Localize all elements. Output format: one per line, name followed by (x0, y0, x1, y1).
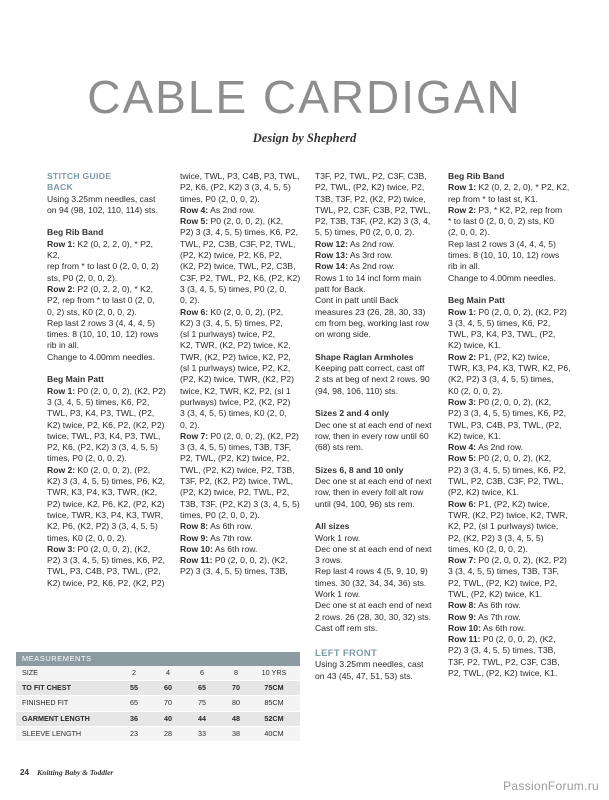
main-row-7: Row 7: P0 (2, 0, 0, 2), (K2, P2) 3 (3, 4, 5, 5) times, T3B, T3F, P2, TWL, (P2, K2) twice, P2, TWL, (P2, K2) twice, P2, T3B, T3F, P2, (K2, P2) twice, TWL, (P2, K2) twice, P2, TWL, P2, T3B, T3F, (P2, K2) 3 (3, 4, 5, 5) times, P0 (2, 0, 0, 2). (180, 430, 300, 520)
measurement-value: 44 (198, 713, 206, 723)
lf-main-row-9: Row 9: As 7th row. (448, 611, 521, 622)
main-row-5: Row 5: P0 (2, 0, 0, 2), (K2, P2) 3 (3, 4, 5, 5) times, K6, P2, TWL, P2, C3B, C3F, P2, TWL, (P2, K2) twice, P2, K6, P2, (K2, P2) twice, TWL, P2, C3B, C3F, P2, TWL, P2, K6, (P2, K2) 3 (3, 4, 5, 5) times, P0 (2, 0, 0, 2). (180, 216, 301, 306)
measurement-row (16, 696, 300, 711)
measurement-value: 70 (232, 683, 240, 693)
lf-row-2: Row 2: P3, * K2, P2, rep from * to last 0 (2, 0, 0, 2) sts, K0 (2, 0, 0, 2). (448, 204, 563, 238)
lf-main-row-11: Row 11: P0 (2, 0, 0, 2), (K2, P2) 3 (3, 4, 5, 5) times, T3B, T3F, P2, TWL, P2, C3F, C3B, P2, TWL, (P2, K2) twice, K1. (448, 634, 560, 679)
row-1: Row 1: K2 (0, 2, 2, 0), * P2, K2, rep from * to last 0 (2, 0, 0, 2) sts, P0 (2, 0, 0, 2). (47, 238, 159, 283)
back-heading: BACK (47, 182, 74, 193)
measurement-value: 40CM (264, 728, 284, 738)
page-number: 24 (20, 768, 29, 777)
measurements-heading: MEASUREMENTS (16, 652, 300, 666)
measurement-value: 85CM (264, 698, 284, 708)
lf-row-1: Row 1: K2 (0, 2, 2, 0), * P2, K2, rep from * to last st, K1. (448, 182, 570, 204)
measurement-row (16, 712, 300, 727)
lf-main-row-1: Row 1: P0 (2, 0, 0, 2), (K2, P2) 3 (3, 4, 5, 5) times, K6, P2, TWL, P3, K4, P3, TWL, (P2, K2) twice, K1. (448, 306, 567, 351)
measurement-value: 2 (132, 668, 136, 677)
measurement-value: 80 (232, 698, 240, 708)
lf-main-row-3: Row 3: P0 (2, 0, 0, 2), (K2, P2) 3 (3, 4, 5, 5) times, K6, P2, TWL, P3, C4B, P3, TWL, (P2, K2) twice, K1. (448, 396, 566, 441)
main-row-2: Row 2: K0 (2, 0, 0, 2), (P2, K2) 3 (3, 4, 5, 5) times, P6, K2, TWR, K3, P4, K3, TWR, (K2, P2) twice, K2, P6, K2, (P2, K2) twice, TWR, K3, P4, K3, TWR, K2, P6, (K2, P2) 3 (3, 4, 5, 5) times, K0 (2, 0, 0, 2). (47, 464, 165, 543)
measurement-value: 23 (130, 728, 138, 738)
raglan-heading: Shape Raglan Armholes (315, 351, 414, 362)
lf-rib-repeat: Rep last 2 rows 3 (4, 4, 4, 5) times. 8 (10, 10, 10, 12) rows rib in all. Change to 4.00mm needles. (448, 238, 560, 283)
main-row-12: Row 12: As 2nd row. (315, 238, 395, 249)
main-row-8: Row 8: As 6th row. (180, 521, 253, 532)
measurement-value: 55 (130, 683, 138, 693)
all-sizes-text: Work 1 row. Dec one st at each end of next 3 rows. Rep last 4 rows 4 (5, 9, 10, 9) times. 30 (32, 34, 34, 36) sts. Work 1 row. Dec one st at each end of next 2 rows. 26 (28, 30, 30, 32) sts. Cast off rem sts. (315, 532, 432, 633)
watermark: PassionForum.ru (503, 779, 599, 793)
measurement-label: SIZE (22, 668, 38, 677)
stitch-guide-heading: STITCH GUIDE (47, 171, 112, 181)
lf-beg-main-heading: Beg Main Patt (448, 295, 505, 306)
row-3-cont: twice, TWL, P3, C4B, P3, TWL, P2, K6, (P2, K2) 3 (3, 4, 5, 5) times, P0 (2, 0, 0, 2). (180, 171, 300, 204)
rib-repeat: Rep last 2 rows 3 (4, 4, 4, 5) times. 8 (10, 10, 10, 12) rows rib in all. Change to 4.00mm needles. (47, 317, 159, 362)
measurement-value: 70 (164, 698, 172, 708)
measurement-value: 4 (166, 668, 170, 677)
row-2: Row 2: P2 (0, 2, 2, 0), * K2, P2, rep from * to last 0 (2, 0, 0, 2) sts, K0 (2, 0, 0, 2). (47, 283, 155, 317)
measurement-value: 10 YRS (261, 668, 287, 677)
measurement-label: SLEEVE LENGTH (22, 728, 82, 738)
magazine-name: Knitting Baby & Toddler (37, 768, 114, 777)
back-cast-on: Using 3.25mm needles, cast on 94 (98, 102, 110, 114) sts. (47, 193, 158, 215)
lf-beg-rib-heading: Beg Rib Band (448, 171, 505, 181)
main-row-13: Row 13: As 3rd row. (315, 250, 393, 261)
raglan-text: Keeping patt correct, cast off 2 sts at beg of next 2 rows. 90 (94, 98, 106, 110) sts. (315, 363, 430, 396)
measurement-value: 33 (198, 728, 206, 738)
left-front-heading: LEFT FRONT (315, 648, 378, 660)
designer-credit: Design by Shepherd (252, 131, 357, 145)
main-row-11: Row 11: P0 (2, 0, 0, 2), (K2, P2) 3 (3, 4, 5, 5) times, T3B, (180, 555, 288, 577)
measurement-value: 40 (164, 713, 172, 723)
measurement-value: 52CM (264, 713, 284, 723)
measurement-value: 48 (232, 713, 240, 723)
column-3 (315, 171, 440, 682)
main-row-1: Row 1: P0 (2, 0, 0, 2), (K2, P2) 3 (3, 4, 5, 5) times, K6, P2, TWL, P3, K4, P3, TWL, (P2, K2) twice, P2, K6, P2, (K2, P2) twice, TWL, P3, K4, P3, TWL, P2, K6, (P2, K2) 3 (3, 4, 5, 5) times, P0 (2, 0, 0, 2). (47, 385, 166, 464)
beg-main-patt-heading: Beg Main Patt (47, 374, 104, 385)
measurement-value: 60 (164, 683, 172, 693)
left-front-text: Using 3.25mm needles, cast on 43 (45, 47, 51, 53) sts. (315, 659, 424, 681)
measurement-value: 6 (200, 668, 204, 677)
page-footer (20, 768, 113, 777)
main-row-9: Row 9: As 7th row. (180, 532, 253, 543)
measurement-row (16, 666, 300, 681)
measurement-value: 75CM (264, 683, 284, 693)
row-11-cont: T3F, P2, TWL, P2, C3F, C3B, P2, TWL, (P2, K2) twice, P2, T3B, T3F, P2, (K2, P2) twice, TWL, P2, C3F, C3B, P2, TWL, P2, T3B, T3F, (P2, K2) 3 (3, 4, 5, 5) times, P0 (2, 0, 0, 2). (315, 171, 431, 238)
lf-main-row-7: Row 7: P0 (2, 0, 0, 2), (K2, P2) 3 (3, 4, 5, 5) times, T3B, T3F, P2, TWL, (P2, K2) twice, P2, TWL, (P2, K2) twice, K1. (448, 555, 567, 599)
measurement-row (16, 681, 300, 696)
measurements-rows (16, 666, 300, 742)
page-title: CABLE CARDIGAN (87, 71, 522, 123)
measurement-value: 75 (198, 698, 206, 708)
main-row-6: Row 6: K0 (2, 0, 0, 2), (P2, K2) 3 (3, 4, 5, 5) times, P2, (sl 1 purlways) twice, P2, K2, TWR, (K2, P2) twice, K2, TWR, (K2, P2) twice, K2, P2, (sl 1 purlways) twice, P2, K2, (P2, K2) twice, TWR, (K2, P2) twice, K2, TWR, K2, P2, (sl 1 purlways) twice, P2, (K2, P2) 3 (3, 4, 5, 5) times, K0 (2, 0, 0, 2). (180, 306, 294, 430)
lf-main-row-6: Row 6: P1, (P2, K2) twice, TWR, (K2, P2) twice, K2, TWR, K2, P2, (sl 1 purlways) twice, P2, (K2, P2) 3 (3, 4, 5, 5) times, K0 (2, 0, 0, 2). (448, 498, 568, 554)
lf-main-row-2: Row 2: P1, (P2, K2) twice, TWR, K3, P4, K3, TWR, K2, P6, (K2, P2) 3 (3, 4, 5, 5) times, K0 (2, 0, 0, 2). (448, 351, 571, 396)
sizes-6-8-10-heading: Sizes 6, 8 and 10 only (315, 464, 404, 475)
main-row-4: Row 4: As 2nd row. (180, 204, 255, 215)
patt-notes: Rows 1 to 14 incl form main patt for Back. Cont in patt until Back measures 23 (26, 28, 30, 33) cm from beg, working last row on wrong side. (315, 272, 430, 340)
measurement-value: 65 (130, 698, 138, 708)
lf-main-row-10: Row 10: As 6th row. (448, 622, 526, 633)
measurement-value: 38 (232, 728, 240, 738)
main-row-14: Row 14: As 2nd row. (315, 261, 395, 272)
column-1 (47, 171, 167, 589)
lf-main-row-4: Row 4: As 2nd row. (448, 442, 523, 453)
sizes-6-8-10-text: Dec one st at each end of next row, then in every foll alt row until (94, 100, 96) sts rem. (315, 476, 432, 509)
measurements-table (16, 652, 300, 742)
measurement-value: 65 (198, 683, 206, 693)
beg-rib-band-heading: Beg Rib Band (47, 227, 104, 238)
measurement-value: 28 (164, 728, 172, 738)
sizes-2-4-heading: Sizes 2 and 4 only (315, 408, 390, 419)
measurement-row (16, 727, 300, 742)
measurement-label: GARMENT LENGTH (22, 713, 90, 723)
measurement-label: TO FIT CHEST (22, 683, 71, 693)
column-2 (180, 171, 305, 578)
lf-main-row-8: Row 8: As 6th row. (448, 600, 521, 611)
measurement-value: 36 (130, 713, 138, 723)
column-4 (448, 171, 578, 679)
sizes-2-4-text: Dec one st at each end of next row, then in every row until 60 (68) sts rem. (315, 419, 432, 453)
main-row-3: Row 3: P0 (2, 0, 0, 2), (K2, P2) 3 (3, 4, 5, 5) times, K6, P2, TWL, P3, C4B, P3, TWL, (P2, K2) twice, P2, K6, P2, (K2, P2) (47, 543, 165, 588)
main-row-10: Row 10: As 6th row. (180, 543, 258, 554)
measurement-value: 8 (234, 668, 238, 677)
measurement-label: FINISHED FIT (22, 698, 69, 708)
lf-main-row-5: Row 5: P0 (2, 0, 0, 2), (K2, P2) 3 (3, 4, 5, 5) times, K6, P2, TWL, P2, C3B, C3F, P2, TWL, (P2, K2) twice, K1. (448, 453, 566, 498)
all-sizes-heading: All sizes (315, 521, 350, 532)
